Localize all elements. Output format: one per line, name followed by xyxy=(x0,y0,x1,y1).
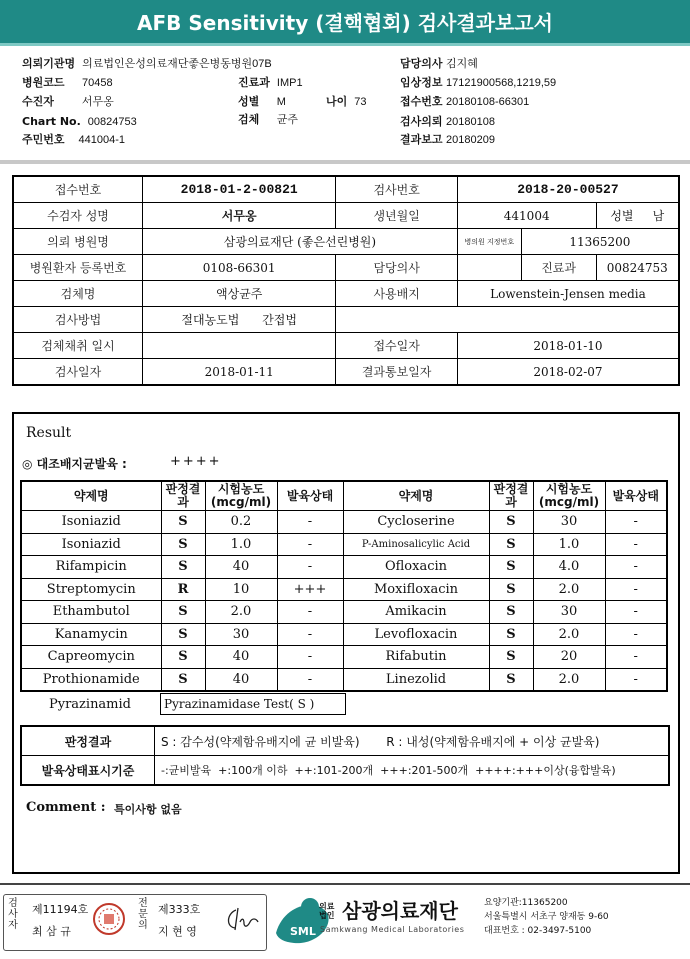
col-growth-2: 발육상태 xyxy=(605,481,667,511)
drug-drug-cell: Rifabutin xyxy=(343,646,489,669)
patient-reg-label: 병원환자 등록번호 xyxy=(13,255,143,281)
receipt-no: 2018-01-2-00821 xyxy=(143,176,336,203)
drug-drug-cell: Amikacin xyxy=(343,601,489,624)
drug-conc-cell: 0.2 xyxy=(205,511,277,534)
drug-growth-cell: - xyxy=(605,578,667,601)
drug-growth-cell: +++ xyxy=(277,578,343,601)
drug-conc-cell: 1.0 xyxy=(533,533,605,556)
col-drug-2: 약제명 xyxy=(343,481,489,511)
drug-conc-cell: 40 xyxy=(205,556,277,579)
logo-text: SML xyxy=(290,925,316,938)
drug-drug-cell: Ofloxacin xyxy=(343,556,489,579)
sex-cell xyxy=(596,203,679,229)
method xyxy=(143,307,336,333)
drug-conc-cell: 20 xyxy=(533,646,605,669)
specimen: 액상균주 xyxy=(143,281,336,307)
method-empty xyxy=(336,307,679,333)
growth-key-label: 발육상태표시기준 xyxy=(21,756,155,786)
drug-conc-cell: 30 xyxy=(205,623,277,646)
drug-judge-cell: S xyxy=(489,556,533,579)
drug-judge-cell: S xyxy=(161,668,205,691)
drug-conc-cell: 30 xyxy=(533,511,605,534)
table-row xyxy=(21,668,667,691)
medium: Lowenstein-Jensen media xyxy=(457,281,679,307)
doctor-name: 지 현 영 xyxy=(158,925,197,938)
drug-growth-cell: - xyxy=(277,556,343,579)
receive-label: 접수일자 xyxy=(336,333,458,359)
drug-judge-cell: S xyxy=(489,511,533,534)
drug-growth-cell: - xyxy=(277,601,343,624)
drug-growth-cell: - xyxy=(605,623,667,646)
drug-conc-cell: 2.0 xyxy=(533,578,605,601)
control-label: ◎ 대조배지균발육 : xyxy=(22,457,127,471)
judge-key xyxy=(155,726,670,756)
tester-vertical: 검사자 xyxy=(8,898,18,931)
test-date-label: 검사일자 xyxy=(13,359,143,386)
name-label: 수검자 성명 xyxy=(13,203,143,229)
inst-code: 요양기관:11365200 xyxy=(484,898,568,908)
drug-drug-cell: Kanamycin xyxy=(21,623,161,646)
drug-growth-cell: - xyxy=(277,668,343,691)
collect xyxy=(143,333,336,359)
doctor-label: 담당의사 xyxy=(336,255,458,281)
hospital-field: 의뢰기관명 의료법인은성의료재단좋은병동병원07B xyxy=(22,57,272,70)
drug-judge-cell: S xyxy=(161,601,205,624)
chart-field: Chart No. 00824753 xyxy=(22,115,137,128)
org-name: 삼광의료재단 xyxy=(342,899,458,923)
patient-reg: 0108-66301 xyxy=(143,255,336,281)
drug-judge-cell: S xyxy=(161,533,205,556)
doctor-vertical: 전문의 xyxy=(138,898,148,931)
table-row xyxy=(21,578,667,601)
drug-drug-cell: P-Aminosalicylic Acid xyxy=(343,533,489,556)
sex-field: 성별 M xyxy=(238,95,286,108)
drug-growth-cell: - xyxy=(277,646,343,669)
drug-judge-cell: S xyxy=(489,601,533,624)
dept-label: 진료과 xyxy=(521,255,596,281)
receipt-no-label: 접수번호 xyxy=(13,176,143,203)
drug-growth-cell: - xyxy=(605,533,667,556)
pza-label: Pyrazinamid xyxy=(49,696,131,712)
notify: 2018-02-07 xyxy=(457,359,679,386)
drug-growth-cell: - xyxy=(277,511,343,534)
drug-judge-cell: S xyxy=(489,533,533,556)
comment-label: Comment : xyxy=(26,800,106,815)
drug-judge-cell: S xyxy=(489,646,533,669)
table-row xyxy=(21,646,667,669)
drug-judge-cell: R xyxy=(161,578,205,601)
col-growth: 발육상태 xyxy=(277,481,343,511)
col-conc-2: 시험농도 (mcg/ml) xyxy=(533,481,605,511)
drug-growth-cell: - xyxy=(605,601,667,624)
phone: 대표번호 : 02-3497-5100 xyxy=(484,926,592,936)
drug-growth-cell: - xyxy=(605,556,667,579)
specimen-label: 검체명 xyxy=(13,281,143,307)
col-judge: 판정결과 xyxy=(161,481,205,511)
address: 서울특별시 서초구 양재동 9-60 xyxy=(484,912,609,922)
receive: 2018-01-10 xyxy=(457,333,679,359)
drug-drug-cell: Cycloserine xyxy=(343,511,489,534)
drug-conc-cell: 40 xyxy=(205,646,277,669)
pza-value: Pyrazinamidase Test( S ) xyxy=(161,694,346,715)
method-label: 검사방법 xyxy=(13,307,143,333)
test-date: 2018-01-11 xyxy=(143,359,336,386)
doctor-field: 담당의사 김지혜 xyxy=(400,57,478,70)
pza-table xyxy=(20,693,346,715)
result-heading: Result xyxy=(26,425,72,441)
drug-drug-cell: Prothionamide xyxy=(21,668,161,691)
drug-drug-cell: Linezolid xyxy=(343,668,489,691)
header-divider xyxy=(0,160,690,164)
inst-no-label: 병의원 지정번호 xyxy=(457,229,521,255)
drug-judge-cell: S xyxy=(161,556,205,579)
drug-drug-cell: Levofloxacin xyxy=(343,623,489,646)
drug-judge-cell: S xyxy=(489,623,533,646)
drug-drug-cell: Isoniazid xyxy=(21,511,161,534)
doctor xyxy=(457,255,521,281)
col-drug: 약제명 xyxy=(21,481,161,511)
method2: 간접법 xyxy=(262,313,297,327)
col-conc: 시험농도 (mcg/ml) xyxy=(205,481,277,511)
info-table xyxy=(12,175,680,386)
drug-growth-cell: - xyxy=(605,668,667,691)
table-row xyxy=(21,623,667,646)
table-row xyxy=(21,533,667,556)
notify-label: 결과통보일자 xyxy=(336,359,458,386)
drug-drug-cell: Capreomycin xyxy=(21,646,161,669)
patient-name: 서무옹 xyxy=(143,203,336,229)
drug-judge-cell: S xyxy=(161,623,205,646)
table-row xyxy=(21,601,667,624)
tester-no: 제11194호 xyxy=(32,903,89,916)
doctor-no: 제333호 xyxy=(158,903,201,916)
drug-judge-cell: S xyxy=(161,511,205,534)
drug-conc-cell: 2.0 xyxy=(205,601,277,624)
collect-label: 검체채취 일시 xyxy=(13,333,143,359)
drug-conc-cell: 4.0 xyxy=(533,556,605,579)
tester-seal-icon xyxy=(92,902,126,936)
id-field: 주민번호 441004-1 xyxy=(22,133,126,146)
drug-growth-cell: - xyxy=(605,511,667,534)
control-value: ++++ xyxy=(170,454,222,469)
reqdate-field: 검사의뢰 20180108 xyxy=(400,115,495,128)
drug-conc-cell: 2.0 xyxy=(533,668,605,691)
drug-judge-cell: S xyxy=(489,578,533,601)
dob: 441004 xyxy=(457,203,596,229)
drug-growth-cell: - xyxy=(277,623,343,646)
drug-conc-cell: 30 xyxy=(533,601,605,624)
dept-field: 진료과 IMP1 xyxy=(238,76,303,89)
dob-label: 생년월일 xyxy=(336,203,458,229)
clinical-field: 임상정보 17121900568,1219,59 xyxy=(400,76,557,89)
hospital-label: 의뢰 병원명 xyxy=(13,229,143,255)
footer-divider xyxy=(0,883,690,885)
drug-drug-cell: Moxifloxacin xyxy=(343,578,489,601)
drug-growth-cell: - xyxy=(605,646,667,669)
drug-drug-cell: Rifampicin xyxy=(21,556,161,579)
drug-table xyxy=(20,480,668,692)
test-no: 2018-20-00527 xyxy=(457,176,679,203)
test-no-label: 검사번호 xyxy=(336,176,458,203)
inst-no: 11365200 xyxy=(521,229,679,255)
judge-key-label: 판정결과 xyxy=(21,726,155,756)
report-date-field: 결과보고 20180209 xyxy=(400,133,495,146)
growth-key: -:균비발육 +:100개 이하 ++:101-200개 +++:201-500개 ++++:+++이상(융합발육) xyxy=(155,756,670,786)
legend-table xyxy=(20,725,670,786)
table-row xyxy=(21,556,667,579)
drug-conc-cell: 10 xyxy=(205,578,277,601)
col-judge-2: 판정결과 xyxy=(489,481,533,511)
table-row xyxy=(21,511,667,534)
drug-conc-cell: 1.0 xyxy=(205,533,277,556)
drug-judge-cell: S xyxy=(161,646,205,669)
patient-field: 수진자 서무옹 xyxy=(22,95,114,108)
code-field: 병원코드 70458 xyxy=(22,76,113,89)
comment: 특이사항 없음 xyxy=(114,803,182,816)
drug-conc-cell: 40 xyxy=(205,668,277,691)
org-prefix: 의료법인 xyxy=(319,902,335,920)
age-field: 나이 73 xyxy=(326,95,367,108)
hospital: 삼광의료재단 (좋은선린병원) xyxy=(143,229,458,255)
tester-name: 최 삼 규 xyxy=(32,925,71,938)
drug-drug-cell: Ethambutol xyxy=(21,601,161,624)
dept: 00824753 xyxy=(596,255,679,281)
medium-label: 사용배지 xyxy=(336,281,458,307)
drug-drug-cell: Streptomycin xyxy=(21,578,161,601)
drug-conc-cell: 2.0 xyxy=(533,623,605,646)
specimen-field: 검체 균주 xyxy=(238,113,299,126)
judge-key-r: R : 내성(약제함유배지에 + 이상 균발육) xyxy=(386,734,600,749)
sex: 남 xyxy=(652,209,665,223)
drug-growth-cell: - xyxy=(277,533,343,556)
org-en: Samkwang Medical Laboratories xyxy=(320,925,465,934)
method1: 절대농도법 xyxy=(181,313,240,327)
doctor-signature-icon xyxy=(222,904,260,934)
sex-label: 성별 xyxy=(610,209,634,223)
report-title: AFB Sensitivity (결핵협회) 검사결과보고서 xyxy=(0,0,690,46)
drug-judge-cell: S xyxy=(489,668,533,691)
judge-key-s: S : 감수성(약제함유배지에 균 비발육) xyxy=(161,734,360,749)
drug-drug-cell: Isoniazid xyxy=(21,533,161,556)
receipt-field: 접수번호 20180108-66301 xyxy=(400,95,530,108)
